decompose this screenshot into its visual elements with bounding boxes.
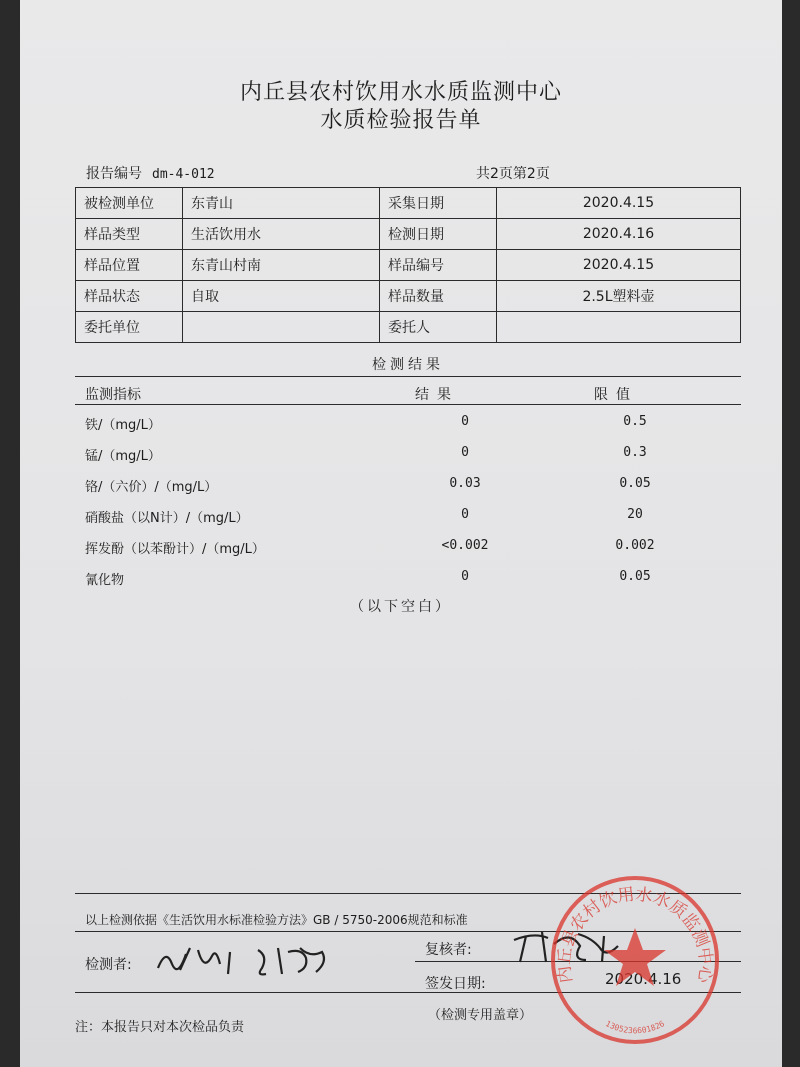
inspector-signature-icon <box>150 940 350 980</box>
stamp-note: （检测专用盖章） <box>428 1008 533 1023</box>
results-column-header <box>75 378 741 405</box>
column-header-result: 结果 <box>415 387 459 403</box>
limit-value: 0.3 <box>623 445 647 460</box>
result-row <box>75 435 741 466</box>
limit-value: 0.002 <box>615 538 655 553</box>
svg-text:1305236601826 <box>604 1019 666 1035</box>
result-value: 0.03 <box>449 476 481 491</box>
indicator-name: 挥发酚（以苯酚计）/（mg/L） <box>85 542 265 557</box>
table-row <box>76 312 741 343</box>
info-value: 2020.4.15 <box>497 250 741 281</box>
report-number-label: 报告编号 <box>86 166 142 182</box>
blank-below-note: （以下空白） <box>350 599 452 615</box>
limit-value: 0.05 <box>619 476 651 491</box>
report-paper <box>20 0 782 1067</box>
result-row <box>75 404 741 435</box>
report-number <box>86 163 215 183</box>
info-label: 检测日期 <box>380 219 497 250</box>
info-label: 样品数量 <box>380 281 497 312</box>
result-row <box>75 466 741 497</box>
table-row <box>76 281 741 312</box>
info-value: 2020.4.15 <box>497 188 741 219</box>
info-label: 采集日期 <box>380 188 497 219</box>
table-row <box>76 188 741 219</box>
report-subtitle: 水质检验报告单 <box>320 108 482 133</box>
info-label: 委托单位 <box>76 312 183 343</box>
column-header-indicator: 监测指标 <box>85 387 141 403</box>
report-title: 内丘县农村饮用水水质监测中心 <box>239 80 562 105</box>
indicator-name: 锰/（mg/L） <box>85 449 161 464</box>
info-label: 样品位置 <box>76 250 183 281</box>
issue-date-value: 2020.4.16 <box>605 970 682 988</box>
info-value <box>497 312 741 343</box>
results-section-header <box>75 346 741 377</box>
indicator-name: 铁/（mg/L） <box>85 418 161 433</box>
info-label: 样品类型 <box>76 219 183 250</box>
info-value: 生活饮用水 <box>183 219 380 250</box>
result-row <box>75 559 741 590</box>
info-value <box>183 312 380 343</box>
table-row <box>76 219 741 250</box>
column-header-limit: 限值 <box>594 387 638 403</box>
info-label: 委托人 <box>380 312 497 343</box>
indicator-name: 氰化物 <box>85 573 125 588</box>
official-seal-icon <box>545 870 725 1050</box>
info-value: 东青山村南 <box>183 250 380 281</box>
result-value: 0 <box>461 414 469 429</box>
result-value: 0 <box>461 507 469 522</box>
limit-value: 20 <box>627 507 643 522</box>
result-row <box>75 528 741 559</box>
seal-number: 1305236601826 <box>603 1019 667 1036</box>
page-info: 共2页第2页 <box>476 166 550 182</box>
table-row <box>76 250 741 281</box>
results-list <box>75 404 741 590</box>
info-value: 2.5L塑料壶 <box>497 281 741 312</box>
issue-date-label: 签发日期: <box>425 976 486 992</box>
result-value: <0.002 <box>441 538 489 553</box>
results-section-title: 检测结果 <box>372 357 444 373</box>
indicator-name: 硝酸盐（以N计）/（mg/L） <box>85 511 249 526</box>
reviewer-label: 复核者: <box>425 942 472 958</box>
test-basis: 以上检测依据《生活饮用水标准检验方法》GB / 5750-2006规范和标准 <box>85 913 468 927</box>
info-label: 样品编号 <box>380 250 497 281</box>
report-number-value: dm-4-012 <box>152 167 215 182</box>
seal-text: 内丘县农村饮用水水质监测中心 <box>554 884 716 985</box>
result-value: 0 <box>461 445 469 460</box>
limit-value: 0.5 <box>623 414 647 429</box>
info-value: 自取 <box>183 281 380 312</box>
info-value: 2020.4.16 <box>497 219 741 250</box>
result-row <box>75 497 741 528</box>
info-value: 东青山 <box>183 188 380 219</box>
limit-value: 0.05 <box>619 569 651 584</box>
info-label: 被检测单位 <box>76 188 183 219</box>
info-label: 样品状态 <box>76 281 183 312</box>
indicator-name: 铬/（六价）/（mg/L） <box>85 480 218 495</box>
inspector-label: 检测者: <box>85 957 132 973</box>
report-note: 注：本报告只对本次检品负责 <box>75 1020 245 1035</box>
sample-info-table <box>75 187 741 343</box>
result-value: 0 <box>461 569 469 584</box>
issue-date <box>425 970 682 993</box>
